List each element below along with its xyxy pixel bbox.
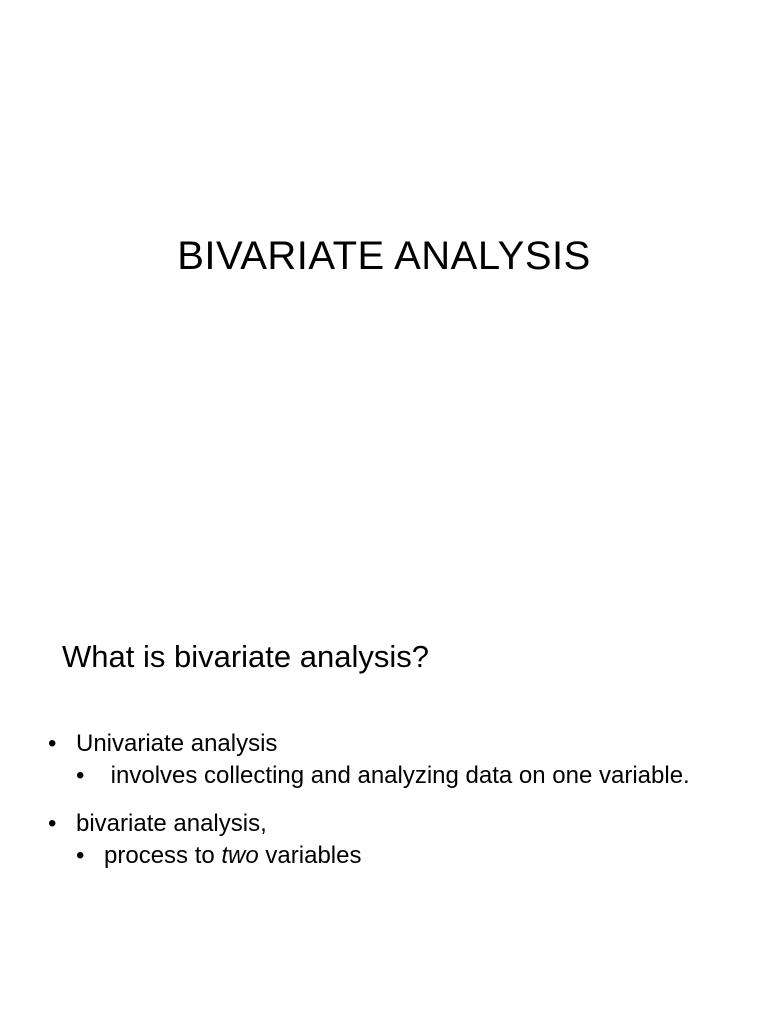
content-slide xyxy=(0,576,768,1024)
bullet-text-emphasis: two xyxy=(221,842,259,869)
bullet-text: Univariate analysis xyxy=(76,730,278,757)
bullet-text-before: process to xyxy=(104,842,222,869)
bullet-item-bivariate xyxy=(48,808,702,840)
bullet-icon: • xyxy=(48,730,57,757)
bullet-item-univariate-definition xyxy=(62,760,702,792)
bullet-icon: • xyxy=(76,842,85,869)
bullet-text-after: variables xyxy=(258,842,362,869)
bullet-text: bivariate analysis, xyxy=(76,810,267,837)
bullet-item-bivariate-definition xyxy=(62,840,702,872)
bullet-text: involves collecting and analyzing data on one variable. xyxy=(104,762,690,789)
bullet-icon: • xyxy=(48,810,57,837)
bullet-spacer xyxy=(62,792,702,808)
bullet-item-univariate xyxy=(48,728,702,760)
bullet-list xyxy=(48,728,702,872)
slide-title: BIVARIATE ANALYSIS xyxy=(177,234,591,278)
bullet-icon: • xyxy=(76,762,85,789)
section-heading: What is bivariate analysis? xyxy=(62,639,429,674)
